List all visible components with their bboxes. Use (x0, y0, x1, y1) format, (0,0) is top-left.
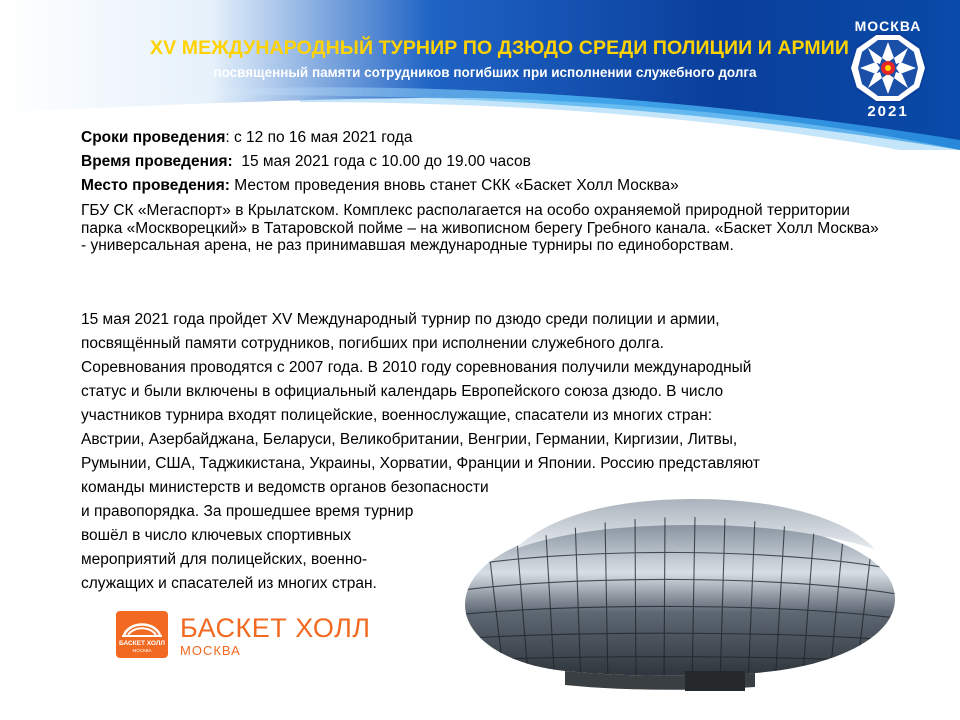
description-line: мероприятий для полицейских, военно- (81, 551, 368, 568)
time-label: Время проведения: (81, 153, 233, 170)
emblem-year-text: 2021 (867, 103, 909, 120)
time-value: 15 мая 2021 года с 10.00 до 19.00 часов (241, 153, 531, 170)
emblem-top-text: МОСКВА (854, 18, 922, 34)
description-line: служащих и спасателей из многих стран. (81, 575, 377, 592)
description-line: посвящённый памяти сотрудников, погибших при исполнении служебного долга. (81, 335, 664, 352)
basket-hall-mark (116, 611, 168, 658)
basket-hall-mark-icon (116, 611, 168, 641)
description-line: участников турнира входят полицейские, военнослужащие, спасатели из многих стран: (81, 407, 713, 424)
moscow-2021-emblem (838, 10, 938, 122)
basket-hall-logo (116, 611, 386, 661)
arena-photo (455, 487, 903, 695)
page-subtitle: посвященный памяти сотрудников погибших при исполнении служебного долга (213, 65, 757, 80)
description-line: и правопорядка. За прошедшее время турнир (81, 503, 414, 520)
dates-label: Сроки проведения (81, 129, 226, 146)
place-line (81, 176, 679, 196)
page-title: XV МЕЖДУНАРОДНЫЙ ТУРНИР ПО ДЗЮДО СРЕДИ ПОЛИЦИИ И АРМИИ (150, 37, 849, 59)
description-line: вошёл в число ключевых спортивных (81, 527, 352, 544)
time-line (81, 152, 531, 172)
description-line: Румынии, США, Таджикистана, Украины, Хорватии, Франции и Японии. Россию представляют (81, 455, 760, 472)
description-line: 15 мая 2021 года пройдет XV Международный турнир по дзюдо среди полиции и армии, (81, 311, 720, 328)
logo-mark-text: БАСКЕТ ХОЛЛ (119, 640, 165, 647)
logo-city: МОСКВА (180, 643, 241, 658)
emblem-octagon-icon (848, 32, 928, 104)
dates-line (81, 128, 412, 148)
venue-description: ГБУ СК «Мегаспорт» в Крылатском. Комплекс располагается на особо охраняемой природной территории парка «Москворецкий» в Татаровской пойме – на живописном берегу Гребного канала. «Баскет Холл Москва» - универсальная арена, не раз принимавшая международные турниры по единоборствам. (81, 202, 879, 254)
logo-name: БАСКЕТ ХОЛЛ (180, 613, 371, 643)
description-line: команды министерств и ведомств органов безопасности (81, 479, 489, 496)
description-line: статус и были включены в официальный календарь Европейского союза дзюдо. В число (81, 383, 724, 400)
description-line: Австрии, Азербайджана, Беларуси, Великобритании, Венгрии, Германии, Киргизии, Литвы, (81, 431, 738, 448)
description-line: Соревнования проводятся с 2007 года. В 2010 году соревнования получили международный (81, 359, 752, 376)
dates-value: : с 12 по 16 мая 2021 года (225, 129, 413, 146)
logo-mark-subtext: МОСКВА (132, 648, 152, 653)
place-label: Место проведения: (81, 177, 230, 194)
place-value: Местом проведения вновь станет СКК «Баскет Холл Москва» (234, 177, 679, 194)
